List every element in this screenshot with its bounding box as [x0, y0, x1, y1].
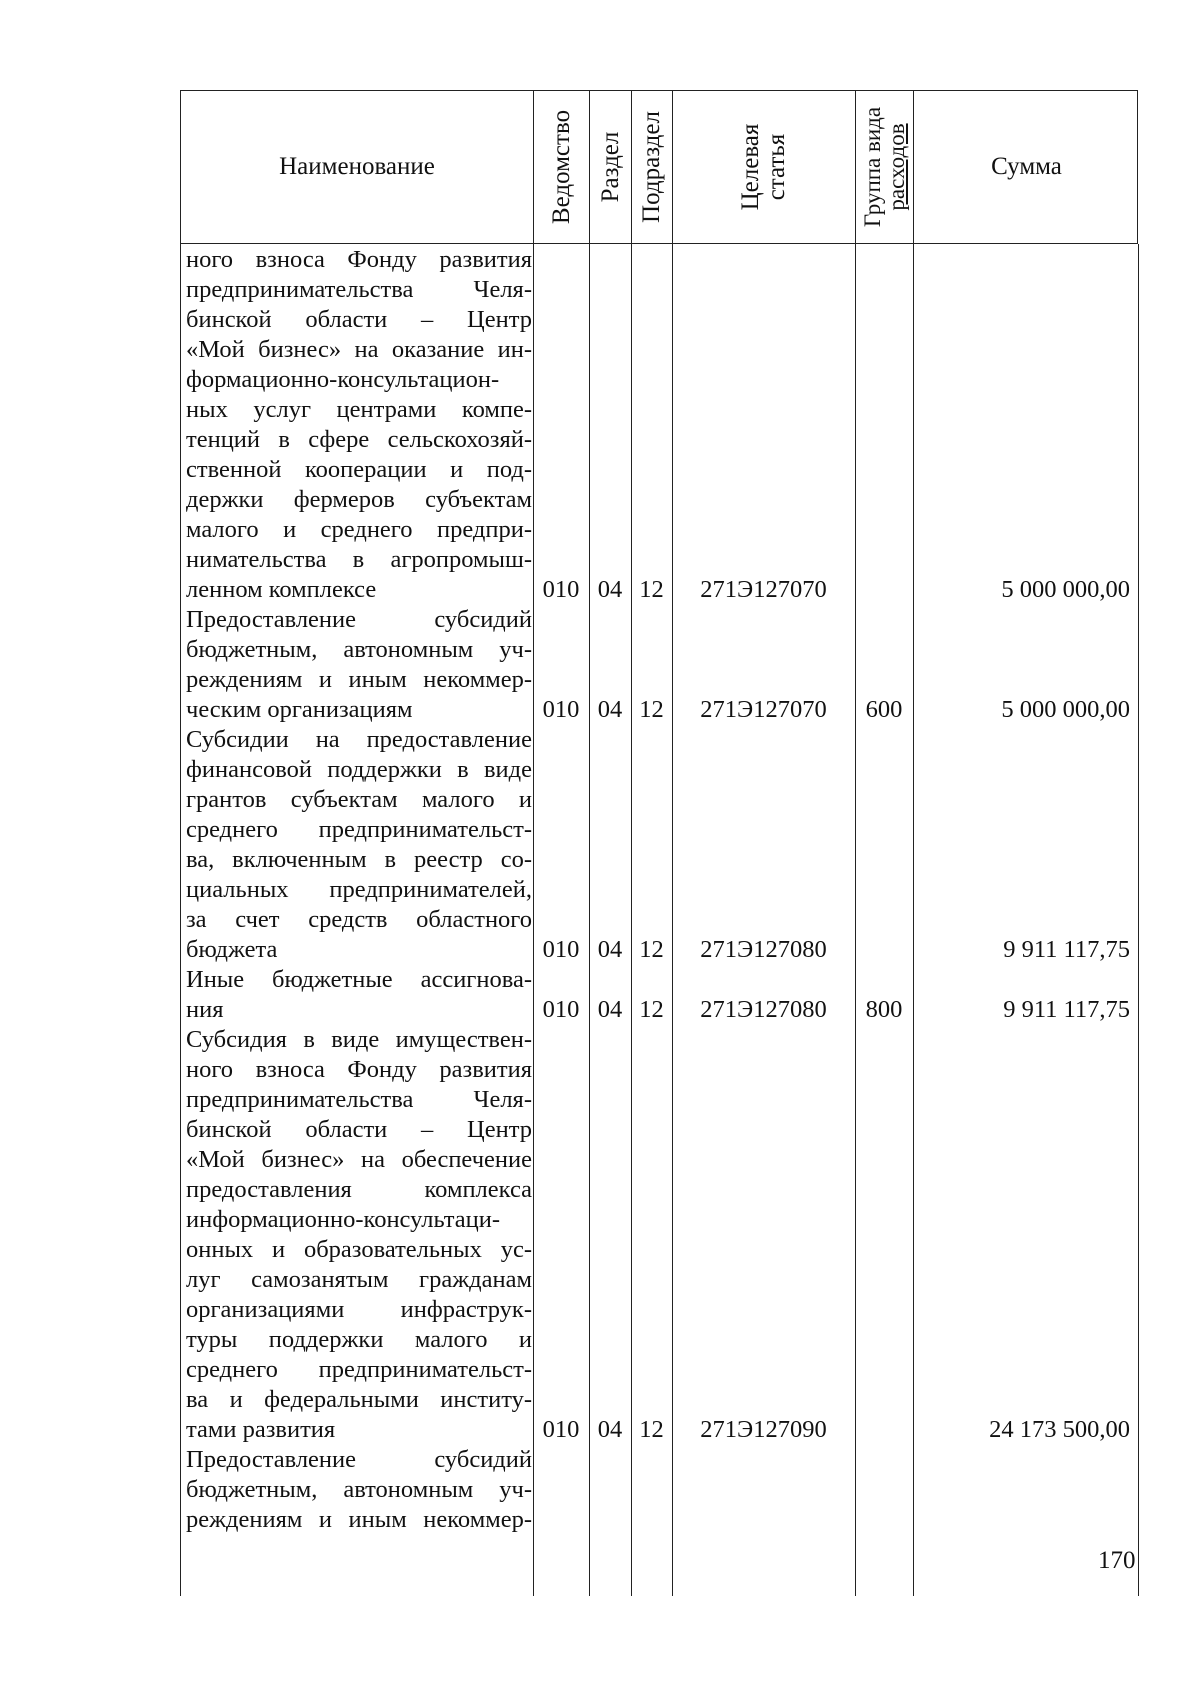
header-name-cell — [181, 91, 534, 243]
cell-vedomstvo: 010 — [542, 996, 580, 1023]
name-line: ва, включенным в реестр со- — [186, 846, 532, 873]
table-header — [180, 90, 1138, 244]
name-line: финансовой поддержки в виде — [186, 756, 532, 783]
name-line: «Мой бизнес» на обеспечение — [186, 1146, 532, 1173]
cell-vid: 800 — [865, 996, 903, 1023]
cell-summa: 5 000 000,00 — [1001, 576, 1130, 603]
cell-celevaya: 271Э127070 — [700, 696, 827, 723]
name-line: за счет средств областного — [186, 906, 532, 933]
name-line: ческим организациям — [186, 696, 413, 723]
cell-podrazdel: 12 — [639, 996, 664, 1023]
cell-summa: 9 911 117,75 — [1003, 936, 1130, 963]
name-line: бинской области – Центр — [186, 1116, 532, 1143]
name-line: циальных предпринимателей, — [186, 876, 532, 903]
header-podrazdel: Подраздел — [638, 111, 665, 223]
table-row-values — [180, 1415, 1138, 1445]
name-line: Субсидии на предоставление — [186, 726, 532, 753]
name-line: нимательства в агропромыш- — [186, 546, 532, 573]
cell-razdel: 04 — [597, 936, 623, 963]
name-line: грантов субъектам малого и — [186, 786, 532, 813]
cell-vid: 600 — [865, 696, 903, 723]
header-gruppa-line2: расходов — [883, 123, 909, 211]
table-row-values — [180, 935, 1138, 965]
header-name: Наименование — [279, 153, 435, 180]
cell-celevaya: 271Э127090 — [700, 1416, 827, 1443]
row-name-text — [186, 1025, 532, 1445]
column-divider — [913, 244, 914, 1596]
page-number: 170 — [1098, 1547, 1136, 1574]
cell-podrazdel: 12 — [639, 1416, 664, 1443]
name-line: держки фермеров субъектам — [186, 486, 532, 513]
cell-vedomstvo: 010 — [542, 936, 580, 963]
header-vedomstvo-cell — [534, 91, 590, 243]
header-razdel-cell — [590, 91, 632, 243]
name-line: Субсидия в виде имуществен- — [186, 1026, 532, 1053]
name-line: туры поддержки малого и — [186, 1326, 532, 1353]
name-line: ва и федеральными институ- — [186, 1386, 532, 1413]
cell-podrazdel: 12 — [639, 696, 664, 723]
cell-summa: 9 911 117,75 — [1003, 996, 1130, 1023]
cell-celevaya: 271Э127080 — [700, 996, 827, 1023]
name-line: реждениям и иным некоммер- — [186, 1506, 532, 1533]
name-line: Предоставление субсидий — [186, 1446, 532, 1473]
header-podrazdel-cell — [632, 91, 673, 243]
name-line: предоставления комплекса — [186, 1176, 532, 1203]
name-line: предпринимательства Челя- — [186, 276, 532, 303]
cell-podrazdel: 12 — [639, 576, 664, 603]
name-line: луг самозанятым гражданам — [186, 1266, 532, 1293]
name-line: бюджета — [186, 936, 278, 963]
column-divider — [589, 244, 590, 1596]
name-line: малого и среднего предпри- — [186, 516, 532, 543]
row-name-text — [186, 725, 532, 965]
cell-celevaya: 271Э127080 — [700, 936, 827, 963]
name-line: Иные бюджетные ассигнова- — [186, 966, 532, 993]
cell-vedomstvo: 010 — [542, 576, 580, 603]
name-line: ного взноса Фонду развития — [186, 246, 532, 273]
table-row-values — [180, 995, 1138, 1025]
header-vedomstvo: Ведомство — [547, 109, 575, 225]
name-line: ленном комплексе — [186, 576, 377, 603]
cell-razdel: 04 — [597, 696, 623, 723]
table-row-values — [180, 575, 1138, 605]
name-line: онных и образовательных ус- — [186, 1236, 532, 1263]
name-line: реждениям и иным некоммер- — [186, 666, 532, 693]
row-name-text — [186, 245, 532, 605]
name-line: среднего предпринимательст- — [186, 1356, 532, 1383]
cell-razdel: 04 — [597, 1416, 623, 1443]
name-line: ния — [186, 996, 224, 1023]
name-line: тами развития — [186, 1416, 336, 1443]
header-celevaya-line1: Целевая — [737, 123, 764, 211]
column-divider — [631, 244, 632, 1596]
name-line: бюджетным, автономным уч- — [186, 1476, 532, 1503]
name-line: ственной кооперации и под- — [186, 456, 532, 483]
column-divider — [180, 244, 181, 1596]
cell-razdel: 04 — [597, 576, 623, 603]
header-summa: Сумма — [991, 153, 1062, 180]
name-line: организациями инфраструк- — [186, 1296, 532, 1323]
name-line: среднего предпринимательст- — [186, 816, 532, 843]
cell-podrazdel: 12 — [639, 936, 664, 963]
column-divider — [1138, 244, 1139, 1596]
column-divider — [533, 244, 534, 1596]
name-line: бинской области – Центр — [186, 306, 532, 333]
header-celevaya — [738, 124, 790, 211]
column-divider — [855, 244, 856, 1596]
name-line: ного взноса Фонду развития — [186, 1056, 532, 1083]
name-line: формационно-консультацион- — [186, 366, 500, 393]
header-celevaya-line2: статья — [763, 133, 790, 201]
name-line: информационно-консультаци- — [186, 1206, 501, 1233]
cell-summa: 5 000 000,00 — [1001, 696, 1130, 723]
name-line: Предоставление субсидий — [186, 606, 532, 633]
cell-celevaya: 271Э127070 — [700, 576, 827, 603]
cell-razdel: 04 — [597, 996, 623, 1023]
name-line: предпринимательства Челя- — [186, 1086, 532, 1113]
cell-summa: 24 173 500,00 — [989, 1416, 1130, 1443]
header-razdel: Раздел — [596, 131, 624, 203]
header-gruppa — [861, 107, 909, 227]
cell-vedomstvo: 010 — [542, 696, 580, 723]
row-name-text — [186, 1445, 532, 1535]
header-gruppa-line1: Группа вида — [859, 106, 885, 228]
name-line: бюджетным, автономным уч- — [186, 636, 532, 663]
header-summa-cell — [914, 91, 1139, 243]
header-celevaya-cell — [673, 91, 856, 243]
name-line: «Мой бизнес» на оказание ин- — [186, 336, 532, 363]
table-row-values — [180, 695, 1138, 725]
header-gruppa-cell — [856, 91, 914, 243]
name-line: тенций в сфере сельскохозяй- — [186, 426, 532, 453]
cell-vedomstvo: 010 — [542, 1416, 580, 1443]
name-line: ных услуг центрами компе- — [186, 396, 532, 423]
column-divider — [672, 244, 673, 1596]
